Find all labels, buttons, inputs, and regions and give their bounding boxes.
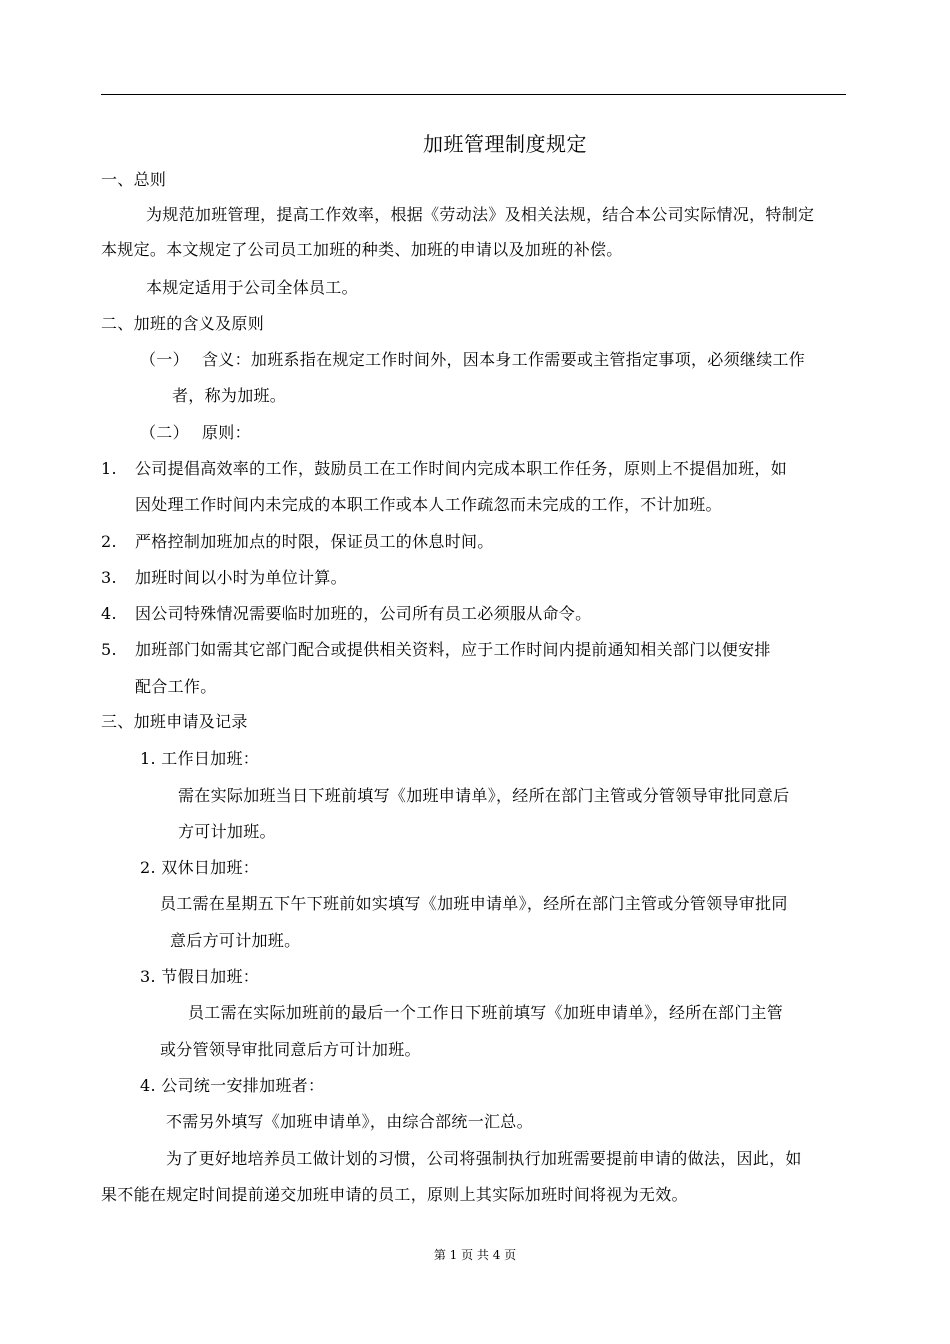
s2-item-5-number: 5. <box>101 640 117 659</box>
section-2-heading: 二、加班的含义及原则 <box>101 314 265 333</box>
s3-item-1-line-2: 方可计加班。 <box>178 822 276 841</box>
s3-item-2-heading <box>140 858 259 878</box>
s3-item-2-number: 2. <box>140 858 156 877</box>
s2-sub2 <box>140 423 251 443</box>
s2-item-1 <box>101 459 787 479</box>
s2-sub2-label: 原则： <box>202 423 251 442</box>
s2-item-2 <box>101 532 494 552</box>
s2-item-4-line-1: 因公司特殊情况需要临时加班的，公司所有员工必须服从命令。 <box>135 604 592 623</box>
s3-closing-line-1: 为了更好地培养员工做计划的习惯，公司将强制执行加班需要提前申请的做法，因此，如 <box>166 1149 802 1168</box>
s1-paragraph-1-line-2: 本规定。本文规定了公司员工加班的种类、加班的申请以及加班的补偿。 <box>101 240 623 259</box>
s2-item-4-number: 4. <box>101 604 117 623</box>
s2-item-5-line-1: 加班部门如需其它部门配合或提供相关资料，应于工作时间内提前通知相关部门以便安排 <box>135 640 771 659</box>
s2-item-4 <box>101 604 591 624</box>
s3-item-1-number: 1. <box>140 749 156 768</box>
s2-item-1-number: 1. <box>101 459 117 478</box>
s2-item-2-number: 2. <box>101 532 117 551</box>
section-3-heading: 三、加班申请及记录 <box>101 712 248 731</box>
s3-item-3-line-2: 或分管领导审批同意后方可计加班。 <box>160 1040 421 1059</box>
s3-item-2-line-1: 员工需在星期五下午下班前如实填写《加班申请单》，经所在部门主管或分管领导审批同 <box>160 894 788 913</box>
document-title: 加班管理制度规定 <box>423 132 587 156</box>
s1-paragraph-2: 本规定适用于公司全体员工。 <box>146 278 358 297</box>
s2-item-3 <box>101 568 347 588</box>
s2-item-1-line-2: 因处理工作时间内未完成的本职工作或本人工作疏忽而未完成的工作，不计加班。 <box>135 495 722 514</box>
s3-item-4-label: 公司统一安排加班者： <box>161 1076 325 1095</box>
s3-item-3-heading <box>140 967 259 987</box>
s1-paragraph-1-line-1: 为规范加班管理，提高工作效率，根据《劳动法》及相关法规，结合本公司实际情况，特制定 <box>146 205 815 224</box>
s2-item-5-line-2: 配合工作。 <box>135 677 217 696</box>
s2-sub2-marker: （二） <box>140 423 189 442</box>
s3-item-3-label: 节假日加班： <box>161 967 260 986</box>
s2-item-1-line-1: 公司提倡高效率的工作，鼓励员工在工作时间内完成本职工作任务，原则上不提倡加班，如 <box>135 459 788 478</box>
s2-item-5 <box>101 640 771 660</box>
s3-item-4-line-1: 不需另外填写《加班申请单》，由综合部统一汇总。 <box>166 1112 533 1131</box>
s3-item-3-number: 3. <box>140 967 156 986</box>
page-footer: 第 1 页 共 4 页 <box>433 1248 517 1262</box>
s3-item-4-number: 4. <box>140 1076 156 1095</box>
s3-closing-line-2: 果不能在规定时间提前递交加班申请的员工，原则上其实际加班时间将视为无效。 <box>101 1185 688 1204</box>
header-rule <box>101 94 846 95</box>
s2-sub1-marker: （一） <box>140 350 189 369</box>
s3-item-1-heading <box>140 749 259 769</box>
section-1-heading: 一、总则 <box>101 170 167 189</box>
s2-item-3-number: 3. <box>101 568 117 587</box>
s2-sub1 <box>140 350 805 370</box>
s3-item-1-label: 工作日加班： <box>161 749 260 768</box>
s2-sub1-text-line-2: 者，称为加班。 <box>172 386 287 405</box>
s3-item-1-line-1: 需在实际加班当日下班前填写《加班申请单》，经所在部门主管或分管领导审批同意后 <box>178 786 790 805</box>
s2-item-3-line-1: 加班时间以小时为单位计算。 <box>135 568 347 587</box>
s3-item-2-line-2: 意后方可计加班。 <box>170 931 301 950</box>
s3-item-3-line-1: 员工需在实际加班前的最后一个工作日下班前填写《加班申请单》，经所在部门主管 <box>188 1003 784 1022</box>
s2-item-2-line-1: 严格控制加班加点的时限，保证员工的休息时间。 <box>135 532 494 551</box>
s2-sub1-text-line-1: 含义：加班系指在规定工作时间外，因本身工作需要或主管指定事项，必须继续工作 <box>202 350 806 369</box>
s3-item-4-heading <box>140 1076 324 1096</box>
s3-item-2-label: 双休日加班： <box>161 858 260 877</box>
